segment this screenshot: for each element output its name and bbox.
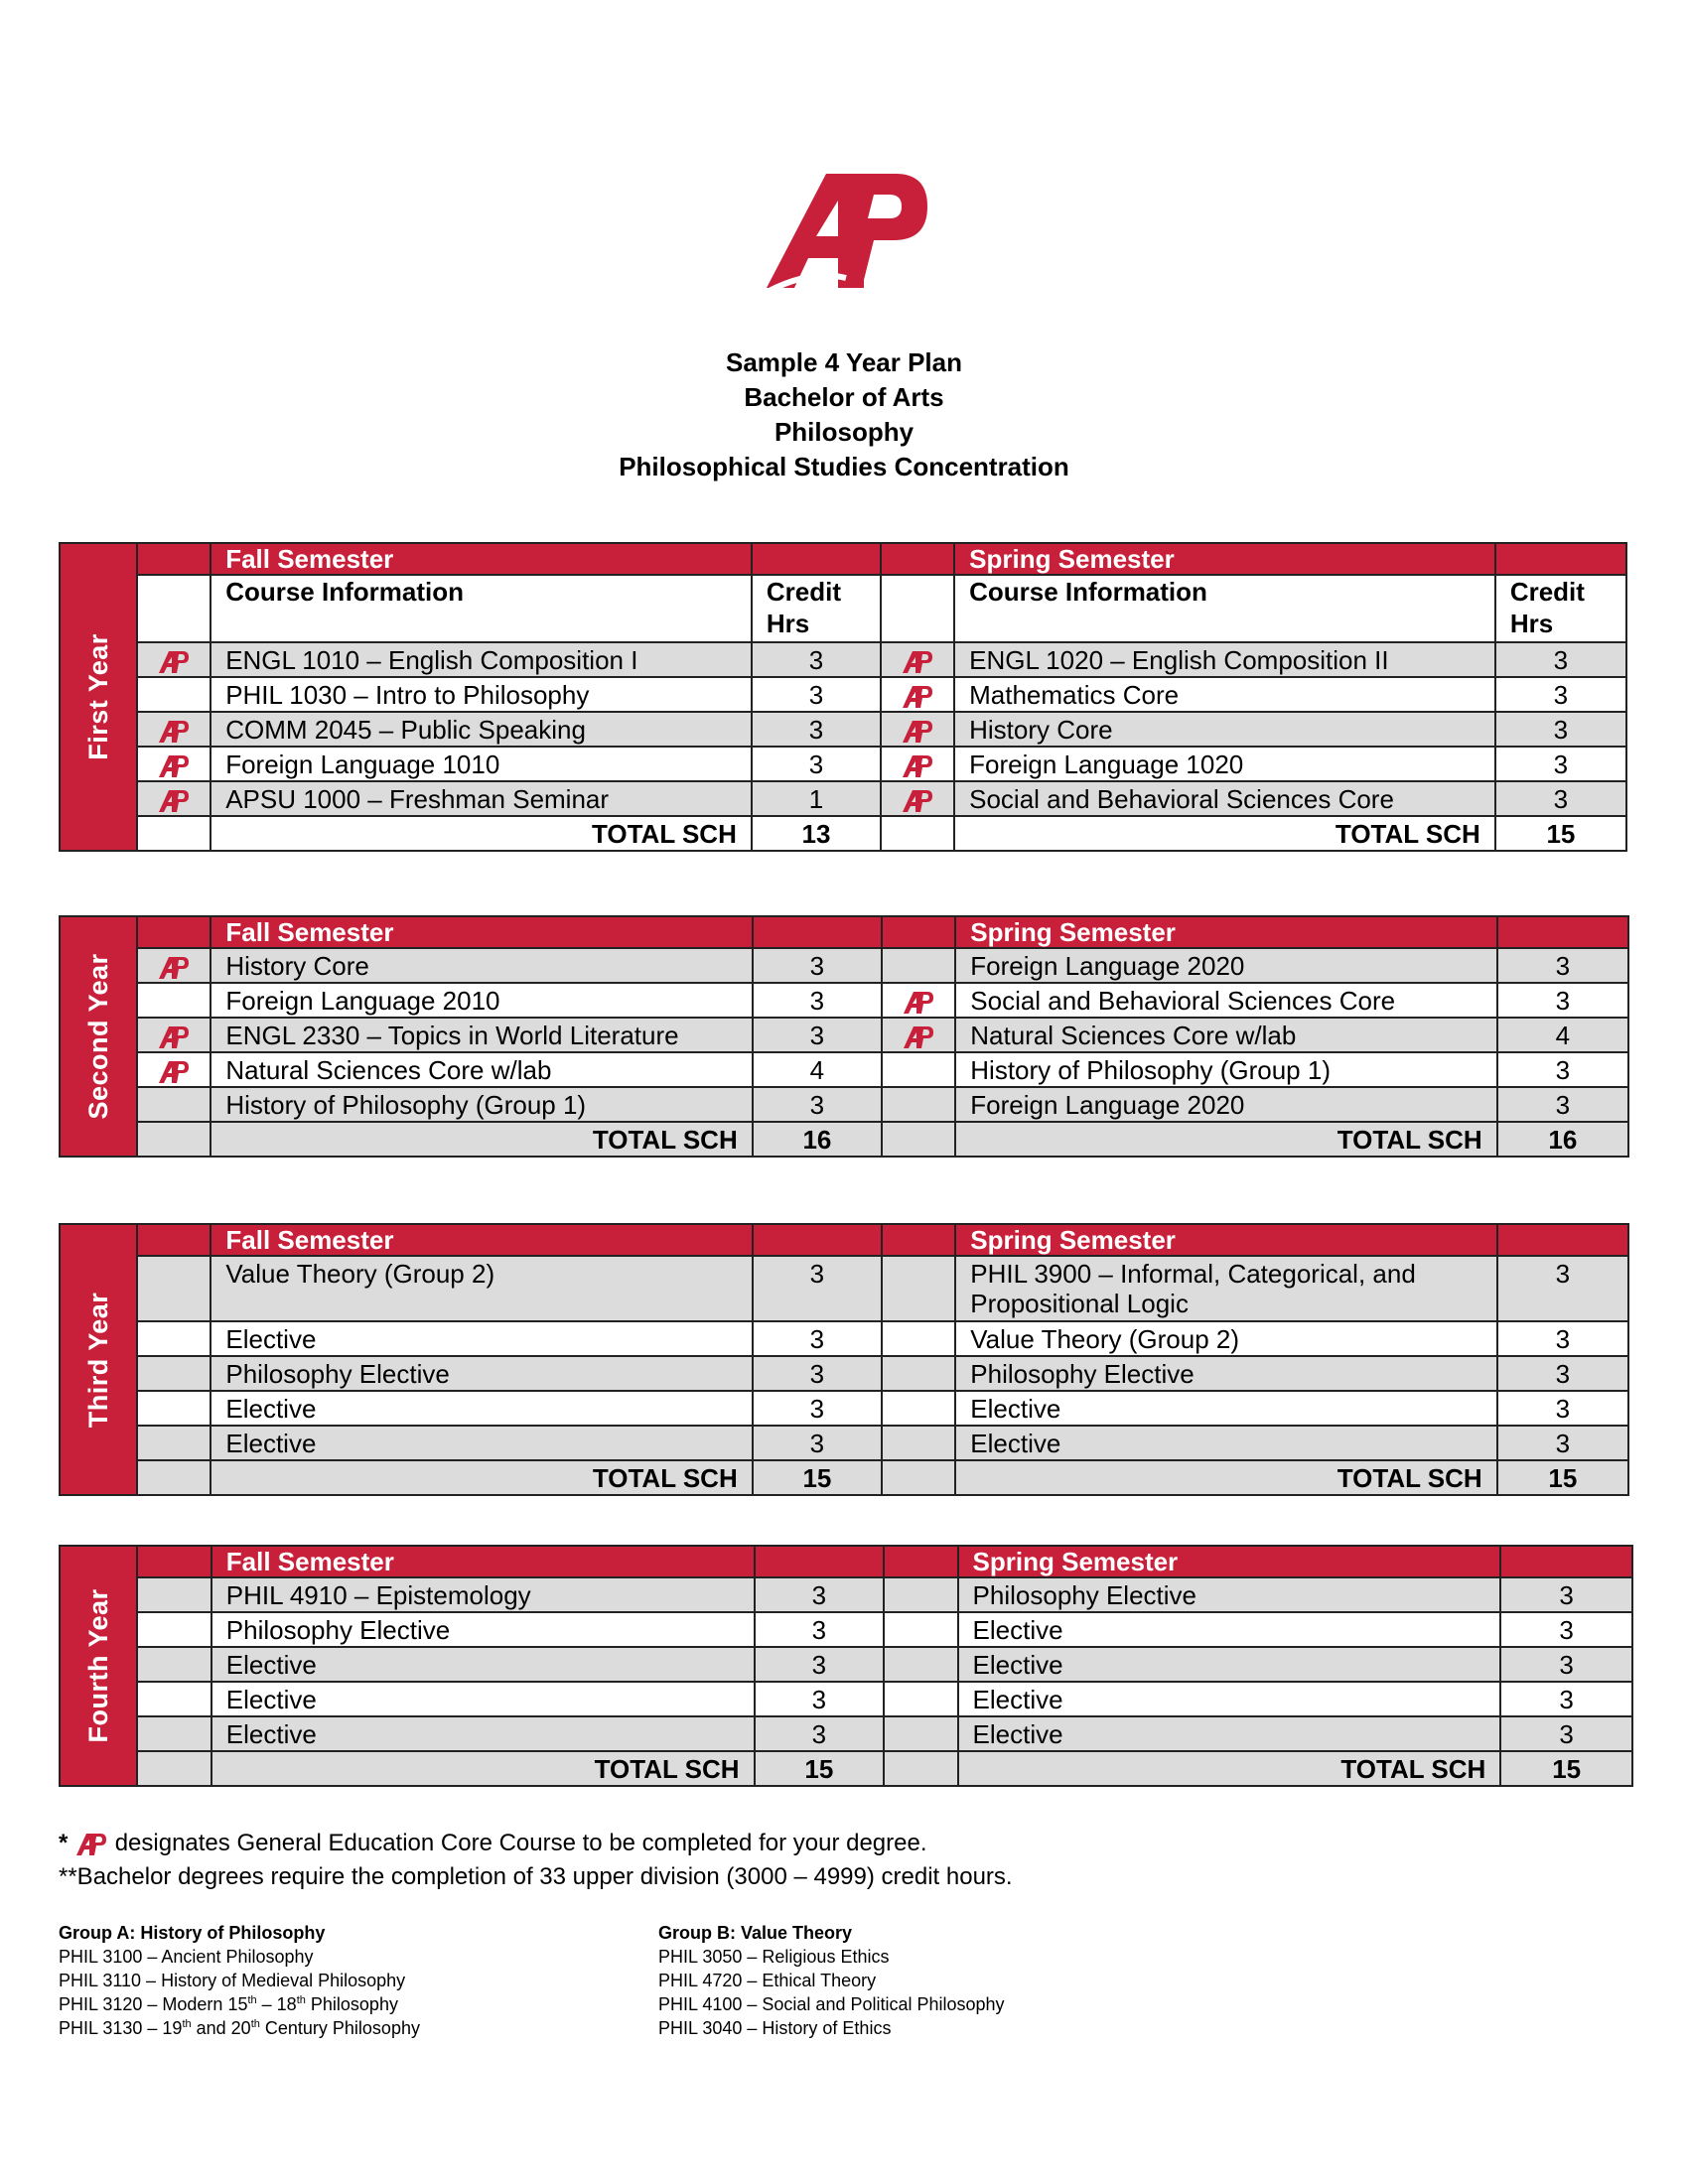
spring-course: Philosophy Elective xyxy=(955,1356,1496,1391)
total-row xyxy=(60,1122,1628,1157)
core-indicator xyxy=(884,1612,957,1647)
year-table xyxy=(59,1223,1629,1496)
core-indicator xyxy=(881,677,954,712)
plan-titles xyxy=(0,345,1688,484)
semester-header-row xyxy=(60,543,1626,575)
course-row xyxy=(60,642,1626,677)
ap-logo-icon xyxy=(157,649,191,675)
total-row xyxy=(60,816,1626,851)
spring-credit-hrs: 3 xyxy=(1497,1391,1628,1426)
ap-logo-icon xyxy=(902,990,935,1016)
semester-header-row xyxy=(60,916,1628,948)
spring-total-label: TOTAL SCH xyxy=(955,1460,1496,1495)
year-label: Third Year xyxy=(60,1224,137,1495)
spring-semester-header: Spring Semester xyxy=(955,1224,1496,1256)
fall-course: ENGL 1010 – English Composition I xyxy=(211,642,752,677)
spring-credit-hrs: 3 xyxy=(1495,677,1626,712)
core-indicator xyxy=(137,1716,211,1751)
core-indicator xyxy=(882,1256,955,1321)
course-row xyxy=(60,1356,1628,1391)
course-row xyxy=(60,983,1628,1018)
credit-hrs-header: Credit Hrs xyxy=(752,575,881,642)
spring-course: ENGL 1020 – English Composition II xyxy=(954,642,1495,677)
fall-course: PHIL 4910 – Epistemology xyxy=(211,1577,755,1612)
core-indicator xyxy=(137,1577,211,1612)
year-label: Fourth Year xyxy=(60,1546,137,1786)
fall-total-sch: 15 xyxy=(753,1460,882,1495)
fall-course: Elective xyxy=(211,1716,755,1751)
fall-course: Foreign Language 2010 xyxy=(211,983,752,1018)
core-indicator xyxy=(137,1391,211,1426)
spring-course: Social and Behavioral Sciences Core xyxy=(954,781,1495,816)
core-indicator xyxy=(882,1052,955,1087)
course-row xyxy=(60,1391,1628,1426)
group-b-title: Group B: Value Theory xyxy=(658,1923,853,1943)
fall-total-label: TOTAL SCH xyxy=(211,1751,755,1786)
spring-total-sch: 16 xyxy=(1497,1122,1628,1157)
course-row xyxy=(60,1682,1632,1716)
spring-course: Foreign Language 2020 xyxy=(955,1087,1496,1122)
fall-course: Elective xyxy=(211,1321,752,1356)
core-indicator xyxy=(137,712,211,747)
core-indicator xyxy=(882,1018,955,1052)
fall-total-label: TOTAL SCH xyxy=(211,1460,752,1495)
fall-total-sch: 15 xyxy=(755,1751,885,1786)
spring-semester-header: Spring Semester xyxy=(955,916,1496,948)
course-row xyxy=(60,781,1626,816)
core-indicator xyxy=(137,1426,211,1460)
year-label: First Year xyxy=(60,543,137,851)
ap-logo-icon xyxy=(157,955,191,981)
year-table xyxy=(59,915,1629,1158)
core-indicator xyxy=(137,642,211,677)
course-row xyxy=(60,1256,1628,1321)
fall-credit-hrs: 3 xyxy=(753,1256,882,1321)
fall-credit-hrs: 3 xyxy=(755,1577,885,1612)
spring-credit-hrs: 3 xyxy=(1500,1716,1632,1751)
core-indicator xyxy=(882,1426,955,1460)
core-indicator xyxy=(137,1018,211,1052)
fall-course: History of Philosophy (Group 1) xyxy=(211,1087,752,1122)
fall-credit-hrs: 3 xyxy=(755,1682,885,1716)
ap-logo-icon xyxy=(157,1024,191,1050)
spring-credit-hrs: 3 xyxy=(1497,1052,1628,1087)
concentration-title: Philosophical Studies Concentration xyxy=(619,452,1069,481)
fall-credit-hrs: 3 xyxy=(753,1426,882,1460)
group-a-item: PHIL 3120 – Modern 15th – 18th Philosophy xyxy=(59,1994,398,2014)
core-indicator xyxy=(882,948,955,983)
degree-title: Bachelor of Arts xyxy=(744,382,944,412)
course-row xyxy=(60,1321,1628,1356)
core-indicator xyxy=(137,1356,211,1391)
semester-header-row xyxy=(60,1546,1632,1577)
spring-course: Elective xyxy=(958,1612,1501,1647)
year-table xyxy=(59,1545,1633,1787)
fall-semester-header: Fall Semester xyxy=(211,543,752,575)
spring-credit-hrs: 3 xyxy=(1500,1612,1632,1647)
group-b-item: PHIL 4720 – Ethical Theory xyxy=(658,1971,877,1990)
fall-course: ENGL 2330 – Topics in World Literature xyxy=(211,1018,752,1052)
spring-course: Elective xyxy=(955,1391,1496,1426)
course-row xyxy=(60,712,1626,747)
fall-credit-hrs: 3 xyxy=(753,1321,882,1356)
course-row xyxy=(60,747,1626,781)
fall-course: Value Theory (Group 2) xyxy=(211,1256,752,1321)
fall-course: History Core xyxy=(211,948,752,983)
spring-credit-hrs: 4 xyxy=(1497,1018,1628,1052)
column-header-row xyxy=(60,575,1626,642)
spring-total-label: TOTAL SCH xyxy=(954,816,1495,851)
fall-course: COMM 2045 – Public Speaking xyxy=(211,712,752,747)
core-indicator xyxy=(137,983,211,1018)
spring-course: Value Theory (Group 2) xyxy=(955,1321,1496,1356)
fall-total-label: TOTAL SCH xyxy=(211,1122,752,1157)
core-indicator xyxy=(137,1256,211,1321)
core-indicator xyxy=(137,1682,211,1716)
fall-course: Elective xyxy=(211,1647,755,1682)
spring-total-sch: 15 xyxy=(1500,1751,1632,1786)
core-indicator xyxy=(881,747,954,781)
course-row xyxy=(60,1647,1632,1682)
ap-logo-icon xyxy=(901,753,934,779)
spring-credit-hrs: 3 xyxy=(1500,1682,1632,1716)
spring-total-label: TOTAL SCH xyxy=(955,1122,1496,1157)
credit-hrs-header: Credit Hrs xyxy=(1495,575,1626,642)
spring-course: Natural Sciences Core w/lab xyxy=(955,1018,1496,1052)
year-label: Second Year xyxy=(60,916,137,1157)
ap-logo-icon xyxy=(747,149,935,308)
fall-credit-hrs: 3 xyxy=(753,1087,882,1122)
spring-credit-hrs: 3 xyxy=(1497,1087,1628,1122)
group-b-item: PHIL 4100 – Social and Political Philosophy xyxy=(658,1994,1005,2014)
fall-credit-hrs: 3 xyxy=(752,712,881,747)
core-indicator xyxy=(882,1391,955,1426)
ap-logo-icon xyxy=(902,1024,935,1050)
course-row xyxy=(60,1018,1628,1052)
spring-course: Elective xyxy=(958,1716,1501,1751)
core-indicator xyxy=(882,983,955,1018)
spring-course: Elective xyxy=(955,1426,1496,1460)
major-title: Philosophy xyxy=(774,417,914,447)
fall-total-label: TOTAL SCH xyxy=(211,816,752,851)
fall-course: Natural Sciences Core w/lab xyxy=(211,1052,752,1087)
core-indicator xyxy=(882,1321,955,1356)
core-indicator xyxy=(137,948,211,983)
fall-credit-hrs: 3 xyxy=(752,677,881,712)
course-row xyxy=(60,677,1626,712)
course-row xyxy=(60,1577,1632,1612)
core-indicator xyxy=(882,1356,955,1391)
spring-course: Foreign Language 2020 xyxy=(955,948,1496,983)
spring-course: PHIL 3900 – Informal, Categorical, and Propositional Logic xyxy=(955,1256,1496,1321)
core-indicator xyxy=(137,781,211,816)
spring-credit-hrs: 3 xyxy=(1495,712,1626,747)
core-indicator xyxy=(881,712,954,747)
course-row xyxy=(60,948,1628,983)
group-b-item: PHIL 3040 – History of Ethics xyxy=(658,2018,892,2038)
core-indicator xyxy=(137,1087,211,1122)
fall-semester-header: Fall Semester xyxy=(211,1224,752,1256)
spring-credit-hrs: 3 xyxy=(1497,983,1628,1018)
fall-credit-hrs: 3 xyxy=(755,1716,885,1751)
core-indicator xyxy=(137,747,211,781)
fall-semester-header: Fall Semester xyxy=(211,1546,755,1577)
ap-logo-icon xyxy=(901,788,934,814)
core-indicator xyxy=(884,1716,957,1751)
fall-course: Foreign Language 1010 xyxy=(211,747,752,781)
ap-logo-icon xyxy=(157,753,191,779)
core-indicator xyxy=(882,1087,955,1122)
spring-total-label: TOTAL SCH xyxy=(958,1751,1501,1786)
spring-semester-header: Spring Semester xyxy=(954,543,1495,575)
spring-credit-hrs: 3 xyxy=(1500,1577,1632,1612)
course-info-header: Course Information xyxy=(211,575,752,642)
group-a-title: Group A: History of Philosophy xyxy=(59,1923,326,1943)
spring-credit-hrs: 3 xyxy=(1500,1647,1632,1682)
total-row xyxy=(60,1460,1628,1495)
spring-credit-hrs: 3 xyxy=(1495,747,1626,781)
fall-total-sch: 13 xyxy=(752,816,881,851)
core-indicator xyxy=(884,1682,957,1716)
fall-credit-hrs: 1 xyxy=(752,781,881,816)
spring-credit-hrs: 3 xyxy=(1495,642,1626,677)
core-indicator xyxy=(137,1321,211,1356)
fall-credit-hrs: 3 xyxy=(753,1391,882,1426)
spring-credit-hrs: 3 xyxy=(1497,1321,1628,1356)
fall-course: Elective xyxy=(211,1391,752,1426)
fall-course: Elective xyxy=(211,1682,755,1716)
core-indicator xyxy=(884,1647,957,1682)
fall-credit-hrs: 3 xyxy=(752,747,881,781)
spring-course: Philosophy Elective xyxy=(958,1577,1501,1612)
ap-logo-icon xyxy=(901,684,934,710)
group-a-item: PHIL 3100 – Ancient Philosophy xyxy=(59,1947,314,1967)
spring-total-sch: 15 xyxy=(1495,816,1626,851)
course-row xyxy=(60,1087,1628,1122)
spring-credit-hrs: 3 xyxy=(1497,1356,1628,1391)
ap-logo-icon xyxy=(901,649,934,675)
spring-course: Elective xyxy=(958,1647,1501,1682)
group-a xyxy=(59,1921,420,2040)
fall-total-sch: 16 xyxy=(753,1122,882,1157)
spring-course: Foreign Language 1020 xyxy=(954,747,1495,781)
fall-credit-hrs: 3 xyxy=(753,1018,882,1052)
fall-semester-header: Fall Semester xyxy=(211,916,752,948)
spring-credit-hrs: 3 xyxy=(1495,781,1626,816)
fall-credit-hrs: 3 xyxy=(753,948,882,983)
fall-credit-hrs: 3 xyxy=(753,983,882,1018)
core-indicator xyxy=(137,677,211,712)
ap-logo-icon xyxy=(157,1059,191,1085)
fall-course: PHIL 1030 – Intro to Philosophy xyxy=(211,677,752,712)
semester-header-row xyxy=(60,1224,1628,1256)
group-b xyxy=(658,1921,1005,2040)
course-row xyxy=(60,1716,1632,1751)
fall-credit-hrs: 3 xyxy=(753,1356,882,1391)
core-indicator xyxy=(137,1052,211,1087)
spring-course: Mathematics Core xyxy=(954,677,1495,712)
group-a-item: PHIL 3110 – History of Medieval Philosophy xyxy=(59,1971,406,1990)
course-row xyxy=(60,1052,1628,1087)
ap-logo-icon xyxy=(74,1832,108,1857)
fall-course: Philosophy Elective xyxy=(211,1356,752,1391)
fall-credit-hrs: 4 xyxy=(753,1052,882,1087)
fall-course: Elective xyxy=(211,1426,752,1460)
spring-total-sch: 15 xyxy=(1497,1460,1628,1495)
fall-course: APSU 1000 – Freshman Seminar xyxy=(211,781,752,816)
spring-credit-hrs: 3 xyxy=(1497,1256,1628,1321)
fall-course: Philosophy Elective xyxy=(211,1612,755,1647)
core-indicator xyxy=(137,1612,211,1647)
spring-course: Elective xyxy=(958,1682,1501,1716)
total-row xyxy=(60,1751,1632,1786)
fall-credit-hrs: 3 xyxy=(755,1612,885,1647)
group-b-item: PHIL 3050 – Religious Ethics xyxy=(658,1947,890,1967)
core-note: * designates General Education Core Course to be completed for your degree. xyxy=(59,1830,927,1856)
course-info-header: Course Information xyxy=(954,575,1495,642)
spring-course: History Core xyxy=(954,712,1495,747)
year-table xyxy=(59,542,1627,852)
core-indicator xyxy=(137,1647,211,1682)
plan-title: Sample 4 Year Plan xyxy=(726,347,962,377)
fall-credit-hrs: 3 xyxy=(755,1647,885,1682)
ap-logo-icon xyxy=(157,719,191,745)
spring-course: History of Philosophy (Group 1) xyxy=(955,1052,1496,1087)
spring-course: Social and Behavioral Sciences Core xyxy=(955,983,1496,1018)
core-indicator xyxy=(884,1577,957,1612)
upper-division-note: **Bachelor degrees require the completion of 33 upper division (3000 – 4999) credit hours. xyxy=(59,1863,1013,1890)
group-a-item: PHIL 3130 – 19th and 20th Century Philosophy xyxy=(59,2018,420,2038)
spring-credit-hrs: 3 xyxy=(1497,948,1628,983)
core-indicator xyxy=(881,781,954,816)
course-row xyxy=(60,1612,1632,1647)
ap-logo-icon xyxy=(157,788,191,814)
spring-credit-hrs: 3 xyxy=(1497,1426,1628,1460)
ap-logo-icon xyxy=(901,719,934,745)
fall-credit-hrs: 3 xyxy=(752,642,881,677)
spring-semester-header: Spring Semester xyxy=(958,1546,1501,1577)
core-indicator xyxy=(881,642,954,677)
course-row xyxy=(60,1426,1628,1460)
footnotes xyxy=(59,1827,1013,1894)
